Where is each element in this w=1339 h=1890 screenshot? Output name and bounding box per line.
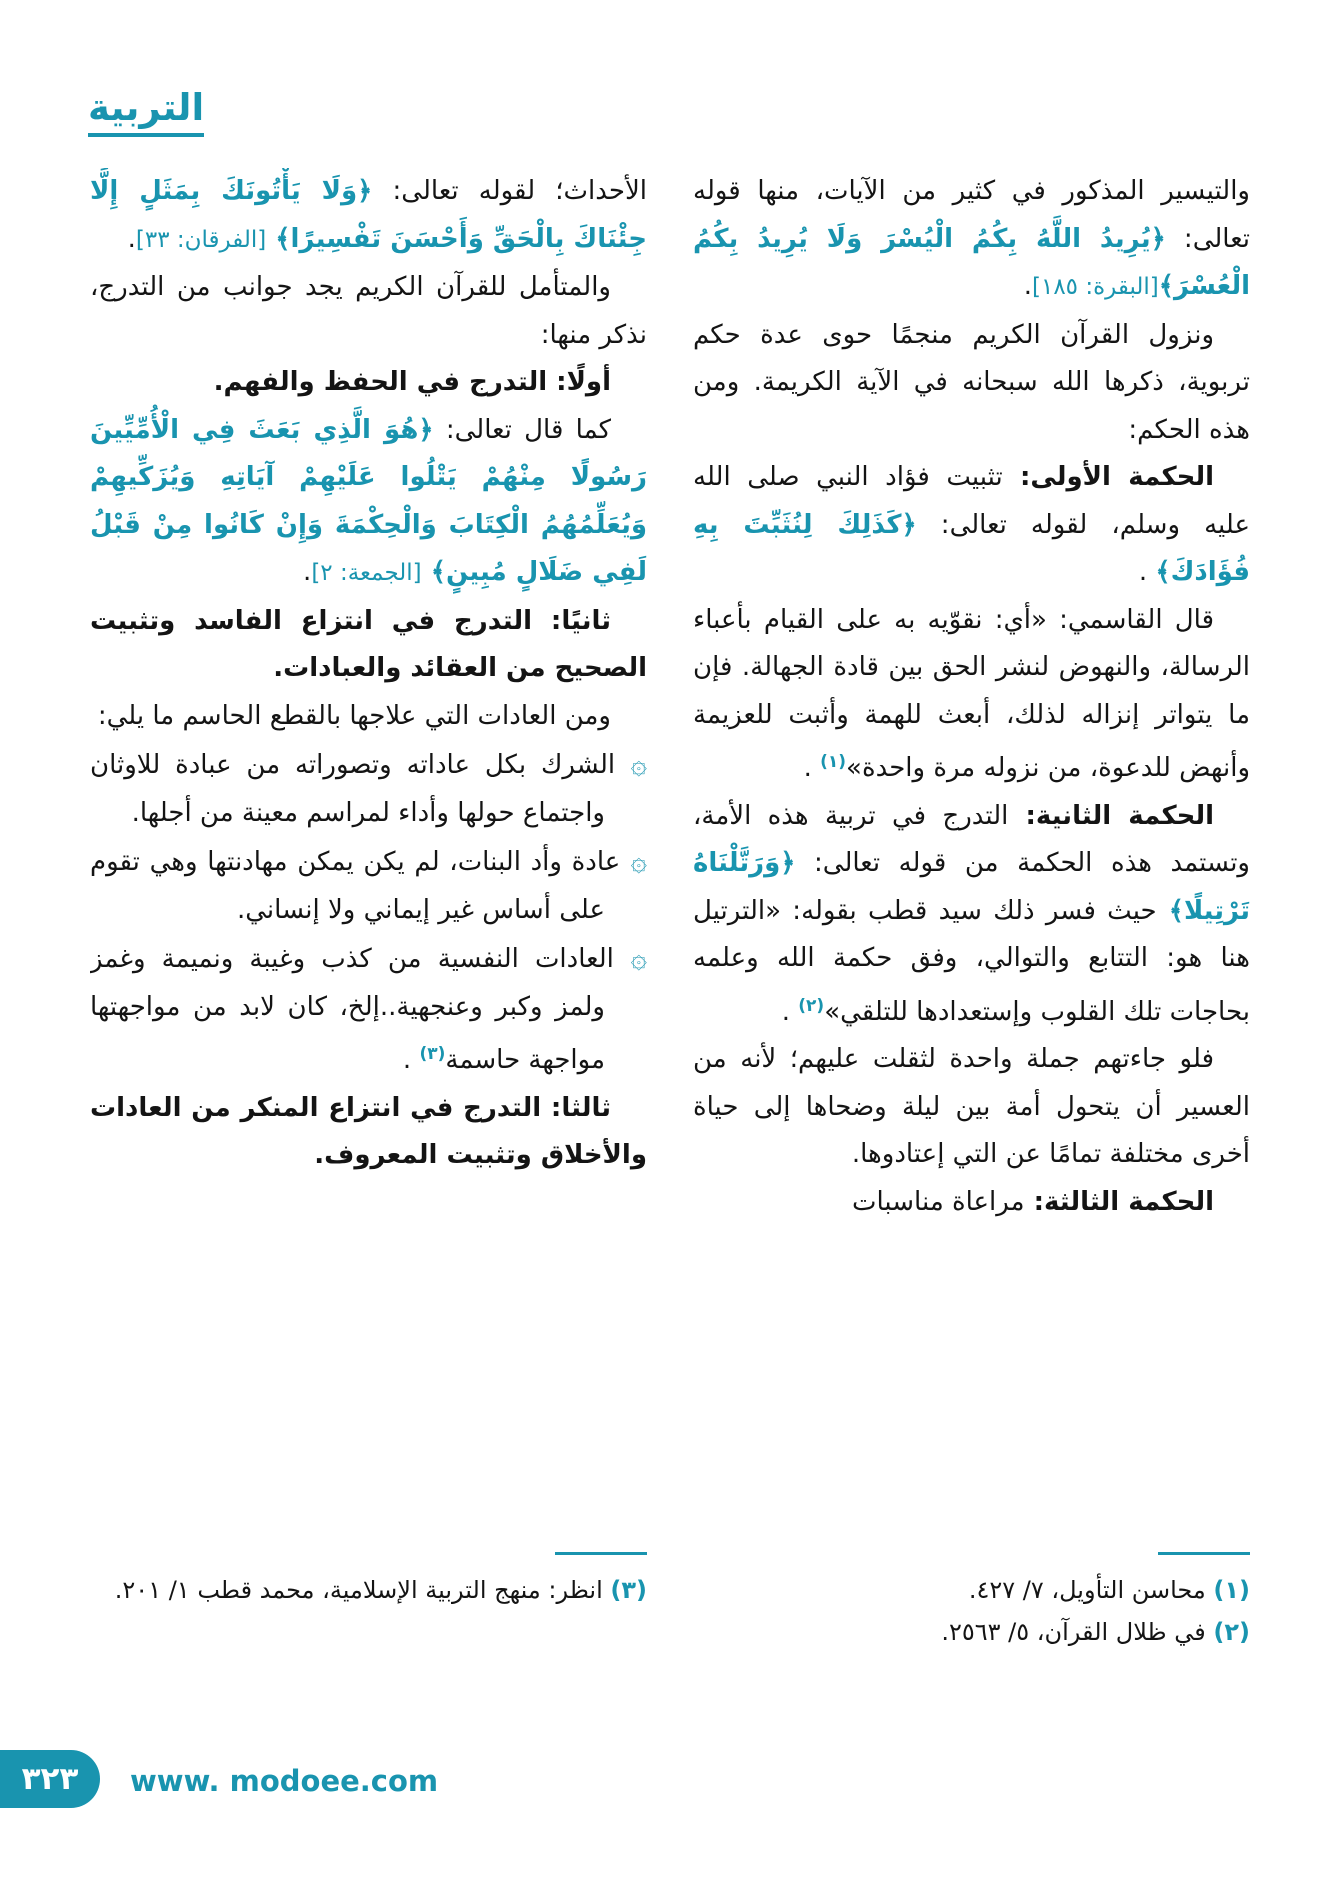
footnotes-right-block [693,1552,1250,1653]
bullet-ornament-icon: ۞ [613,941,647,974]
heading-text: الحكمة الأولى: [1002,462,1214,492]
heading-text: أولًا: التدرج في الحفظ والفهم. [213,367,611,397]
text-segment: العادات النفسية من كذب وغيبة ونميمة وغمز ولمز وكبر وعنجهية..إلخ، كان لابد من مواجهتها مواجهة حاسمة [90,944,614,1075]
text-segment: . [1023,271,1032,301]
paragraph [90,1085,647,1180]
page-number: ٣٢٣ [21,1761,79,1797]
footnote-marker: (٢) [798,995,825,1016]
text-segment: مراعاة مناسبات [852,1186,1025,1217]
column-left [90,168,647,1550]
paragraph [90,168,647,264]
footnotes-left-block [90,1552,647,1653]
page-number-badge [0,1750,100,1808]
quran-verse: ﴿وَلَا يَأْتُونَكَ بِمَثَلٍ إِلَّا جِئْنَاكَ بِالْحَقِّ وَأَحْسَنَ تَفْسِيرًا﴾ [90,176,647,254]
text-segment: ومن العادات التي علاجها بالقطع الحاسم ما يلي: [97,700,611,731]
paragraph [90,407,647,598]
footnote-separator-line [1158,1552,1250,1555]
bullet-paragraph [90,837,647,934]
heading-text: التدرج في انتزاع الفاسد وتثبيت الصحيح من العقائد والعبادات. [90,605,647,683]
paragraph [693,168,1250,312]
text-segment: كما قال تعالى: [433,414,611,445]
heading-text: الحكمة الثانية: [1008,800,1214,831]
footnote-text: محاسن التأويل، ٧/ ٤٢٧. [968,1576,1214,1604]
text-segment: . [127,223,136,254]
paragraph [90,693,647,741]
text-segment: ونزول القرآن الكريم منجمًا حوى عدة حكم تربوية، ذكرها الله سبحانه في الآية الكريمة. ومن هذه الحكم: [693,319,1250,445]
bullet-paragraph [90,934,647,1085]
paragraph [693,1036,1250,1179]
paragraph [693,312,1250,455]
bullet-paragraph [90,740,647,837]
text-segment: . [1138,557,1156,587]
footnote-number: (٢) [1213,1618,1250,1646]
column-right [693,168,1250,1550]
verse-reference: [الجمعة: ٢] [311,560,422,586]
chapter-title: التربية [88,88,204,137]
quran-verse: ﴿وَرَتَّلْنَاهُ تَرْتِيلًا﴾ [693,848,1250,926]
footnote-marker: (٣) [419,1044,446,1064]
footnote [693,1611,1250,1653]
paragraph [90,359,647,407]
text-segment: التدرج في تربية هذه الأمة، وتستمد هذه الحكمة من قوله تعالى: [693,800,1250,878]
paragraph [693,454,1250,597]
bullet-ornament-icon: ۞ [615,747,647,780]
verse-reference: [الفرقان: ٣٣] [135,226,267,253]
text-segment: . [803,753,821,783]
paragraph [90,264,647,359]
page-content [89,168,1250,1550]
text-segment: الشرك بكل عاداته وتصوراته من عبادة للاوثان واجتماع حولها وأداء لمراسم معينة من أجلها. [90,750,616,828]
footnote-text: في ظلال القرآن، ٥/ ٢٥٦٣. [941,1618,1214,1646]
heading-text: ثانيًا: [532,605,611,636]
website-url: www. modoee.com [130,1764,439,1798]
quran-verse: ﴿هُوَ الَّذِي بَعَثَ فِي الْأُمِّيِّينَ رَسُولًا مِنْهُمْ يَتْلُوا عَلَيْهِمْ آيَاتِهِ وَيُزَكِّيهِمْ وَيُعَلِّمُهُمُ الْكِتَابَ وَالْحِكْمَةَ وَإِنْ كَانُوا مِنْ قَبْلُ لَفِي ضَلَالٍ مُبِينٍ﴾ [90,414,647,587]
footnote-number: (١) [1213,1576,1250,1604]
quran-verse: ﴿كَذَلِكَ لِنُثَبِّتَ بِهِ فُؤَادَكَ﴾ [693,509,1250,587]
footnote [693,1569,1250,1611]
text-segment: . [781,996,799,1027]
text-segment: فلو جاءتهم جملة واحدة لثقلت عليهم؛ لأنه من العسير أن يتحول أمة بين ليلة وضحاها إلى حياة أخرى مختلفة تمامًا عن التي إعتادوها. [693,1044,1250,1169]
footnotes-left-list [90,1569,647,1611]
paragraph [693,1179,1250,1227]
footnote-separator-line [555,1552,647,1555]
footnote-text: انظر: منهج التربية الإسلامية، محمد قطب ١/ ٢٠١. [114,1576,611,1604]
verse-reference: [البقرة: ١٨٥] [1031,274,1159,300]
footnote [90,1569,647,1611]
footnote-marker: (١) [820,752,847,772]
paragraph [693,793,1250,1037]
text-segment: حيث فسر ذلك سيد قطب بقوله: «الترتيل هنا هو: التتابع والتوالي، وفق حكمة الله وعلمه بحاجات تلك القلوب وإستعدادها للتلقي» [693,895,1250,1027]
quran-verse: ﴿يُرِيدُ اللَّهُ بِكُمُ الْيُسْرَ وَلَا يُرِيدُ بِكُمُ الْعُسْرَ﴾ [693,223,1250,301]
heading-text: الحكمة الثالثة: [1024,1186,1214,1217]
text-segment: تثبيت فؤاد النبي صلى الله عليه وسلم، لقوله تعالى: [693,462,1250,540]
text-segment: والتيسير المذكور في كثير من الآيات، منها قوله تعالى: [693,176,1250,254]
footnotes-section [89,1552,1250,1653]
footnotes-right-list [693,1569,1250,1653]
text-segment: قال القاسمي: «أي: نقوّيه به على القيام بأعباء الرسالة، والنهوض لنشر الحق بين قادة الجهالة. فإن ما يتواتر إنزاله لذلك، أبعث للهمة وأثبت للعزيمة وأنهض للدعوة، من نزوله مرة واحدة» [693,604,1250,783]
bullet-ornament-icon: ۞ [620,844,647,877]
heading-text: ثالثا: [541,1092,611,1123]
text-segment: . [303,557,312,587]
paragraph [90,598,647,693]
heading-text: التدرج في انتزاع المنكر من العادات والأخلاق وتثبيت المعروف. [90,1092,647,1170]
text-segment: عادة وأد البنات، لم يكن يمكن مهادنتها وهي تقوم على أساس غير إيماني ولا إنساني. [90,847,621,925]
paragraph [693,597,1250,793]
text-segment: والمتأمل للقرآن الكريم يجد جوانب من التدرج، نذكر منها: [90,272,647,350]
text-segment: الأحداث؛ لقوله تعالى: [372,176,647,206]
footnote-number: (٣) [610,1576,647,1604]
text-segment: . [402,1045,420,1075]
